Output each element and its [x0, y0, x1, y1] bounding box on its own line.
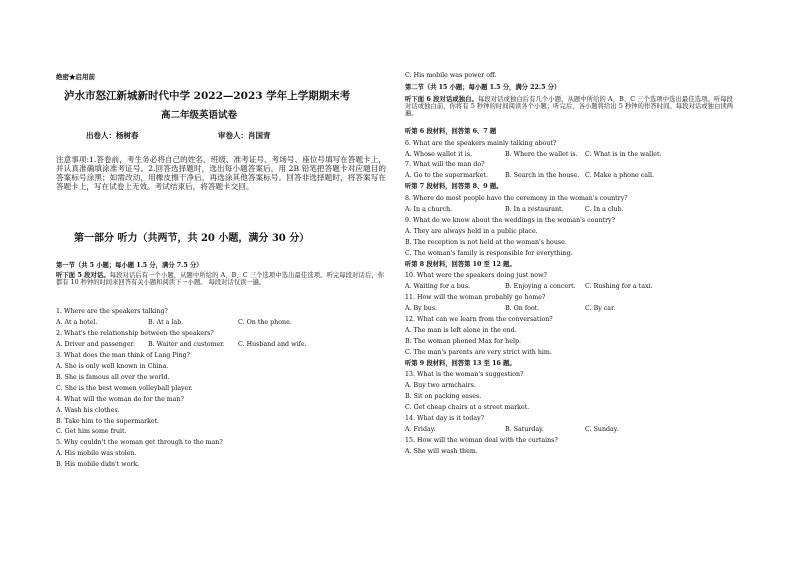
- question-text: 1. Where are the speakers talking?: [56, 308, 168, 315]
- option-a: A. They are always held in a public place.: [405, 227, 538, 235]
- option-b: B. Saturday.: [505, 426, 544, 434]
- section1-header: 第一节（共 5 小题；每小题 1.5 分，满分 7.5 分）: [56, 262, 203, 269]
- reviewer-label: 审卷人：肖国青: [218, 131, 271, 140]
- option-a: A. She will wash them.: [405, 447, 478, 455]
- section2-directions-lead: 听下面 6 段对话或独白。: [405, 96, 478, 103]
- notice-text: 注意事项:1.答卷前，考生务必将自己的姓名、班级、准考证号、考场号、座位号填写在答题卡上，并认真准确填涂准考证号。2.回答选择题时，选出每小题答案后，用 2B 铅笔把答题卡对应题目的答案标号涂黑；如需改动，用橡皮擦干净后，再选涂其他答案标号。回答非选择题时，将答案写在答题卡上，写在试卷上无效。考试结束后，将答题卡交回。: [56, 155, 386, 191]
- question-text: 9. What do we know about the weddings in the woman's country?: [405, 216, 616, 224]
- group-header: 听第 9 段材料，回答第 13 至 16 题。: [405, 359, 516, 367]
- option-a: A. Driver and passenger.: [56, 340, 135, 348]
- option-b: B. The woman phoned Max for help.: [405, 337, 521, 345]
- part1-heading: 第一部分 听力（共两节，共 20 小题，满分 30 分）: [74, 233, 310, 244]
- question-text: 7. What will the man do?: [405, 161, 485, 169]
- option-b: B. In a restaurant.: [505, 205, 564, 213]
- group-header: 听第 6 段材料，回答第 6、7 题: [405, 128, 497, 135]
- option-a: A. In a church.: [405, 205, 453, 213]
- exam-subtitle: 高二年级英语试卷: [161, 110, 238, 121]
- section2-directions: [405, 96, 733, 117]
- question-text: 14. What day is it today?: [405, 415, 485, 423]
- author-label: 出卷人：杨树春: [86, 131, 139, 140]
- option-b: B. The reception is not held at the woman's house.: [405, 238, 567, 246]
- option-b: B. On foot.: [505, 305, 540, 312]
- option-a: A. His mobile was stolen.: [56, 450, 137, 458]
- option-a: A. Go to the supermarket.: [405, 172, 488, 180]
- option-a: A. Whose wallet it is.: [405, 150, 473, 158]
- option-a: A. Buy two armchairs.: [405, 382, 476, 390]
- option-c: C. Rushing for a taxi.: [585, 283, 653, 291]
- option-c: C. Get him some fruit.: [56, 428, 127, 436]
- option-c: C. What is in the wallet.: [585, 150, 662, 158]
- option-a: A. By bus.: [405, 305, 438, 312]
- option-b: B. Waiter and customer.: [148, 340, 225, 348]
- section1-directions-body: 每段对话后有一个小题，从题中所给的 A、B、C 三个选项中选出最佳选项。听完每段对话后，你都有 10 秒钟的时间来回答有关小题和阅读下一小题。 每段对话仅读一遍。: [56, 272, 384, 286]
- option-b: B. At a lab.: [148, 318, 184, 326]
- group-header: 听第 8 段材料，回答第 10 至 12 题。: [405, 260, 516, 268]
- option-c: C. In a club.: [585, 205, 624, 213]
- option-c: C. The man's parents are very strict with him.: [405, 348, 552, 356]
- option-b: B. His mobile didn't work.: [56, 461, 140, 469]
- option-c: C. Get cheap chairs at a street market.: [405, 404, 530, 412]
- option-a: A. Wash his clothes.: [56, 406, 120, 414]
- option-c: C. Sunday.: [585, 426, 619, 434]
- question-text: 10. What were the speakers doing just now?: [405, 272, 547, 280]
- question-text: 8. Where do most people have the ceremony in the woman's country?: [405, 194, 628, 202]
- option-b: B. Where the wallet is.: [505, 150, 578, 158]
- option-b: B. She is famous all over the world.: [56, 373, 170, 381]
- option-c: C. She is the best women volleyball player.: [56, 384, 193, 392]
- question-text: 4. What will the woman do for the man?: [56, 395, 184, 403]
- option-c: C. Husband and wife.: [238, 340, 307, 348]
- section2-header: 第二节（共 15 小题；每小题 1.5 分，满分 22.5 分）: [405, 84, 561, 91]
- question-text: 5. Why couldn't the woman get through to the man?: [56, 439, 223, 447]
- question-text: 2. What's the relationship between the speakers?: [56, 329, 214, 337]
- option-b: B. Search in the house.: [505, 172, 580, 180]
- option-a: A. Waiting for a bus.: [405, 283, 471, 291]
- option-a: A. She is only well known in China.: [56, 362, 169, 370]
- option-b: B. Sit on packing eases.: [405, 393, 482, 401]
- option-a: A. Friday.: [405, 426, 436, 434]
- option-a: A. At a hotel.: [56, 318, 98, 326]
- exam-title: 泸水市怒江新城新时代中学 2022—2023 学年上学期期末考: [64, 90, 351, 102]
- section1-directions: [56, 272, 384, 286]
- question-text: 13. What is the woman's suggestion?: [405, 371, 524, 379]
- group-header: 听第 7 段材料，回答第 8、9 题。: [405, 183, 503, 191]
- option-c: C. By car.: [585, 305, 616, 312]
- option-b: B. Enjoying a concert.: [505, 283, 576, 291]
- secret-mark: 绝密★启用前: [56, 73, 95, 81]
- question-text: 11. How will the woman probably go home?: [405, 294, 546, 302]
- question-text: 15. How will the woman deal with the curtains?: [405, 437, 558, 444]
- question-text: 6. What are the speakers mainly talking about?: [405, 139, 557, 147]
- option-c: C. The woman's family is responsible for everything.: [405, 249, 573, 257]
- option-c: C. Make a phone call.: [585, 172, 655, 180]
- right-first-line: C. His mobile was power off.: [405, 72, 497, 79]
- option-a: A. The man is left alone in the end.: [405, 326, 517, 334]
- question-text: 3. What does the man think of Lang Ping?: [56, 351, 191, 359]
- question-text: 12. What can we learn from the conversation?: [405, 315, 553, 323]
- option-b: B. Take him to the supermarket.: [56, 417, 160, 425]
- section1-directions-lead: 听下面 5 段对话。: [56, 272, 110, 279]
- option-c: C. On the phone.: [238, 318, 292, 326]
- section2-directions-body: 每段对话或独白后有几个小题，从题中所给的 A、B、C 三个选项中选出最佳选项。听每段对话或独白前，你将有 5 秒钟的时间阅读各个小题；听完后，各小题将给出 5 秒钟的作答时间。每段对话或独白读两遍。: [405, 96, 733, 117]
